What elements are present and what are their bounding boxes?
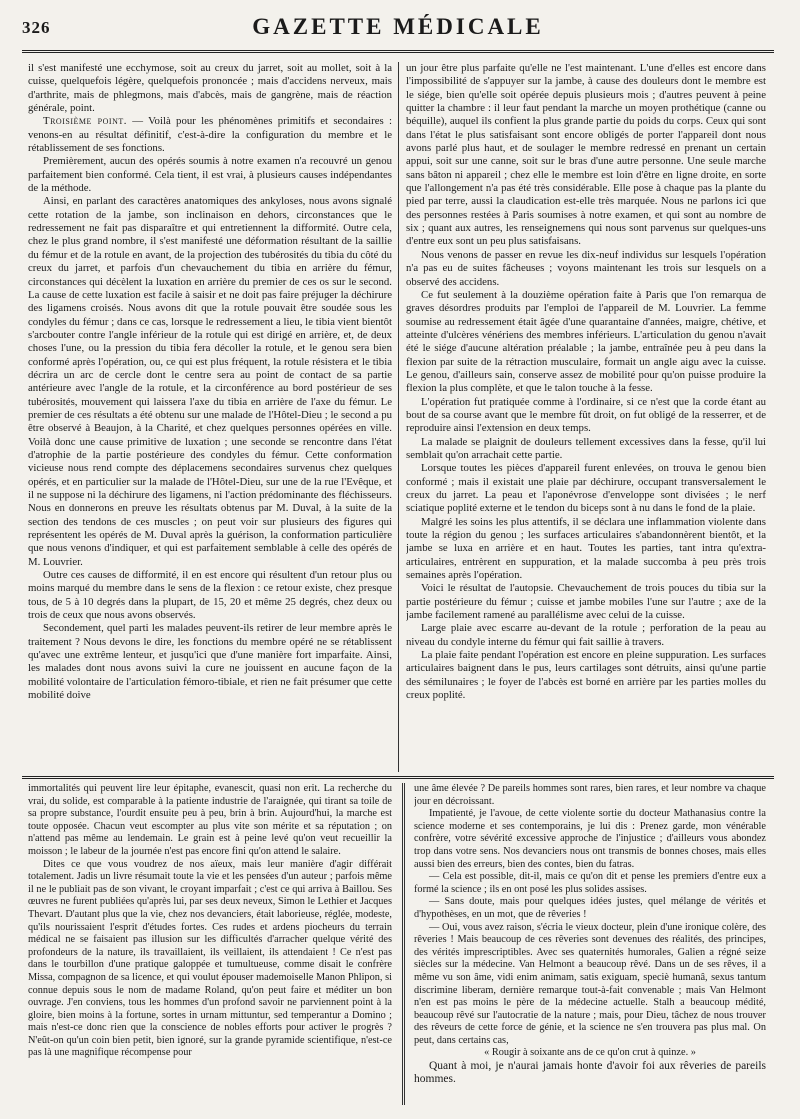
journal-title: GAZETTE MÉDICALE	[252, 14, 544, 39]
page-number: 326	[22, 18, 51, 37]
paragraph: Outre ces causes de difformité, il en est encore qui résultent d'un retour plus ou moins marqué du membre dans le sens de la flexion : ce retour existe, chez presque tous, de 5 à 10 degrés dans la plupart, de 15, 20 et même 25 degrés, chez deux ou trois de ceux que nous avons observés.	[28, 569, 392, 622]
paragraph: Nous venons de passer en revue les dix-neuf individus sur lesquels l'opération n'a pas eu de suites fâcheuses ; voyons maintenant les trois sur lesquels on a observé des accidens.	[406, 248, 766, 288]
paragraph: il s'est manifesté une ecchymose, soit au creux du jarret, soit au mollet, soit à la cuisse, quelquefois légère, quelquefois prononcée ; mais d'accidens nerveux, mais d'arthrite, mais de phlegmons, mais d'abcès, mais de gangrène, mais de réaction générale, point.	[28, 62, 392, 115]
paragraph: Voici le résultat de l'autopsie. Chevauchement de trois pouces du tibia sur la partie postérieure du fémur ; cuisse et jambe mobiles l'une sur l'autre ; axe de la jambe facilement ramené au parallélisme avec celui de la cuisse.	[406, 582, 766, 622]
verse-quote: « Rougir à soixante ans de ce qu'on crut à quinze. »	[484, 1047, 696, 1059]
paragraph: — Sans doute, mais pour quelques idées justes, quel mélange de vérités et d'hypothèses, en un mot, que de rêveries !	[414, 896, 766, 920]
paragraph: — Cela est possible, dit-il, mais ce qu'on dit et pense les premiers d'entre eux a formé la science ; ils en ont posé les plus solides assises.	[414, 871, 766, 895]
paragraph: Premièrement, aucun des opérés soumis à notre examen n'a recouvré un genou parfaitement bien conformé. Cela tient, il est vrai, à plusieurs causes indépendantes de la méthode.	[28, 155, 392, 195]
paragraph: Lorsque toutes les pièces d'appareil furent enlevées, on trouva le genou bien conformé ; mais il existait une plaie par déchirure, occupant transversalement le creux du jarret. La peau et l'aponévrose d'enveloppe sont divisées ; le nerf sciatique poplité externe et le tendon du biceps sont à nu dans le fond de la plaie.	[406, 462, 766, 515]
paragraph: Quant à moi, je n'aurai jamais honte d'avoir foi aux rêveries de pareils hommes.	[414, 1060, 766, 1085]
paragraph: Malgré les soins les plus attentifs, il se déclara une inflammation violente dans toute la région du genou ; les surfaces articulaires s'abandonnèrent bientôt, et la jambe se luxa en arrière et en haut. Toutes les parties, tant intra qu'extra-articulaires, entrèrent en suppuration, et la malade succomba à peu près trois semaines après l'opération.	[406, 515, 766, 582]
paragraph: La plaie faite pendant l'opération est encore en pleine suppuration. Les surfaces articulaires baignent dans le pus, leurs cartilages sont détruits, ainsi qu'une partie des sémilunaires ; le foyer de l'abcès est borné en arrière par les parties molles du creux poplité.	[406, 649, 766, 702]
paragraph: Secondement, quel parti les malades peuvent-ils retirer de leur membre après le traitement ? Nous devons le dire, les fonctions du membre opéré ne se rétablissent qu'avec une extrême lenteur, et jusqu'ici que d'une manière fort imparfaite. Ainsi, les malades dont nous avons suivi la cure ne jouissent en aucune façon de la mobilité volontaire de l'articulation fémoro-tibiale, et rien ne fait présumer que cette mobilité doive	[28, 622, 392, 702]
feuilleton-column-right	[414, 783, 766, 1103]
feuilleton-rule	[22, 776, 774, 779]
column-divider	[398, 62, 399, 772]
article-column-right	[406, 62, 766, 770]
paragraph: Dites ce que vous voudrez de nos aïeux, mais leur manière d'agir différait totalement. Jadis un livre résumait toute la vie et les pensées d'un auteur ; parfois même il ne le publiait pas de son vivant, le croyant imparfait ; c'est ce qui arriva à Baillou. Ses œuvres ne furent publiées qu'après lui, par ses deux neveux, Simon le Lethier et Jacques Thevart. D'autant plus que la vie, chez nos devanciers, était laborieuse, réglée, modeste, qu'ils nourissaient l'esprit d'études fortes. Ces rudes et ardens piocheurs du terrain médical ne se faisaient pas illusion sur les difficultés d'arracher quelque vérité des profondeurs de la nature, ils travaillaient, ils veillaient, ils attendaient ! Ce n'est pas dans le tourbillon d'une pratique galoppée et tumultueuse, comme disait le confrère Missa, compagnon de sa licence, et qui voulut épouser mademoiselle Manon Phlipon, si connue depuis sous le nom de madame Roland, qu'on peut faire et méditer un bon ouvrage. J'en conviens, tous les hommes d'un profond savoir ne parviennent point à la gloire, bien moins à la fortune, sortes in urnam mittuntur, sed temperantur a Domino ; mais n'est-ce donc rien que la conscience de nobles efforts pour activer le progrès ? N'eût-on qu'un coin bien petit, bien ignoré, sur la grande pyramide scientifique, n'est-ce pas là une magnifique récompense pour	[28, 858, 392, 1059]
paragraph: immortalités qui peuvent lire leur épitaphe, evanescit, quasi non erit. La recherche du vrai, du solide, est comparable à la patiente industrie de l'araignée, qui tirant sa toile de sa propre substance, l'ourdit ensuite peu à peu, brin à brin. Aujourd'hui, la marche est toute opposée. Chacun veut escompter au plus vite son mérite et sa réputation ; on n'attend pas même au lendemain. Le grain est à peine levé qu'on veut recueillir la moisson ; le labeur de la journée n'est pas encore fini qu'on attend le salaire.	[28, 783, 392, 857]
paragraph: La malade se plaignit de douleurs tellement excessives dans la fesse, qu'il lui semblait qu'on arrachait cette partie.	[406, 435, 766, 461]
running-header	[22, 8, 774, 48]
paragraph: Troisième point. — Voilà pour les phénomènes primitifs et secondaires : venons-en au résultat définitif, c'est-à-dire la configuration du membre et le rétablissement de ses fonctions.	[28, 115, 392, 155]
paragraph: Impatienté, je l'avoue, de cette violente sortie du docteur Mathanasius contre la science moderne et ses contemporains, je lui dis : Prenez garde, mon vénérable confrère, votre sévérité excessive approche de l'injustice ; d'ailleurs vous abondez trop dans votre sens. Nos devanciers nous ont transmis de bonnes choses, mais elles aussi bien des erreurs, bien des contes, bien du fatras.	[414, 808, 766, 870]
paragraph: — Oui, vous avez raison, s'écria le vieux docteur, plein d'une ironique colère, des rêveries ! Mais beaucoup de ces rêveries sont devenues des réalités, des principes, des vérités imprescriptibles. Avec ses quaternités humorales, Galien a régné seize siècles sur la médecine. Van Helmont a beaucoup rêvé. Dans un de ses rêves, il a même vu son âme, vidi enim animam, satis exiguam, speciè humanâ, sexus tantum discrimine liberam, dernière remarque tout-à-fait convenable ; mais Van Helmont n'en est pas moins le père de la médecine actuelle. Stalh a beaucoup médité, beaucoup rêvé sur l'autocratie de la nature ; mais, pour Dieu, tâchez de nous trouver des rêveurs de cette force de génie, et la science ne s'en trouvera pas plus mal. On peut, dans certains cas,	[414, 921, 766, 1046]
paragraph: Large plaie avec escarre au-devant de la rotule ; perforation de la peau au niveau du condyle interne du fémur qui fait saillie à travers.	[406, 622, 766, 648]
section-label: Troisième point.	[43, 115, 127, 128]
paragraph: un jour être plus parfaite qu'elle ne l'est maintenant. L'une d'elles est encore dans l'impossibilité de s'appuyer sur la jambe, à cause des douleurs dont le membre est le siége, bien qu'elle soit opérée depuis plusieurs mois ; d'autres peuvent à peine quitter la chambre : il leur faut pendant la marche un moyen prothétique (canne ou béquille), auquel ils confient la plus grande partie du poids du corps. Ceux qui sont dans l'état le plus satisfaisant sont encore obligés de porter l'appareil dont nous avons parlé plus haut, et de soulager le membre redressé en prenant un certain appui, soit sur une canne, soit sur le bras d'une autre personne. Une seule marche sans bâton ni appareil ; chez elle le membre est loin d'être en ligne droite, en sorte que l'allongement n'a pas été très considérable. Elle pose à chaque pas la plante du pied par terre, aussi la claudication est-elle très marquée. Nous ne parlons ici que des personnes restées à Paris soumises à notre examen, et qui sont au nombre de six ; quant aux autres, les renseignemens qui nous sont parvenus sur quelques-uns d'entre eux sont un peu plus satisfaisans.	[406, 62, 766, 248]
header-rule	[22, 50, 774, 53]
feuilleton-column-left	[28, 783, 392, 1103]
article-column-left	[28, 62, 392, 770]
paragraph: Ainsi, en parlant des caractères anatomiques des ankyloses, nous avons signalé cette rotation de la jambe, son inclinaison en dehors, circonstances que le redressement ne fait pas disparaître et qui entretiennent la difformité. Outre cela, chez le plus grand nombre, il s'est manifesté une déformation résultant de la saillie du fémur et de la rotule en avant, de la projection des tubérosités du tibia du côté du creux du jarret, et parfois d'un chevauchement du tibia en arrière du fémur, circonstances qui décèlent la luxation en arrière du premier de ces os sur le second. La cause de cette luxation est facile à saisir et ne doit pas faire préjuger la déchirure des ligamens croisés. Nous avons dit que la rotule pouvait être soudée sous les condyles du fémur ; dans ce cas, lorsque le redressement a lieu, le tibia vient bientôt s'arcbouter contre l'angle inférieur de la rotule qui est dirigé en arrière, et, de deux choses l'une, ou la pression du tibia fera décoller la rotule, et le genou sera bien conformé après l'opération, ou, ce qui est plus fréquent, la rotule résistera et le tibia décrira un arc de cercle dont le centre sera au point de contact de sa partie antérieure avec l'angle de la rotule, et la circonférence au bord postérieur de ses tubérosités, mouvement qui laissera l'axe du tibia en arrière de l'axe du fémur. Le premier de ces résultats a été obtenu sur une malade de l'Hôtel-Dieu ; le second a pu être observé à Beaujon, à la Charité, et chez quelques personnes opérées en ville. Voilà donc une cause primitive de luxation ; une seconde se rencontre dans l'état d'atrophie de la partie postérieure des condyles du fémur. Cette conformation vicieuse nous rend compte des déplacemens secondaires survenus chez quelques opérés, et en particulier sur la malade de l'Hôtel-Dieu, sur une de la rue l'Evêque, et il ne suppose ni la déchirure des ligamens, ni l'action prédominante des fléchisseurs. Nous en donnerons en preuve les résultats obtenus par M. Duval, à la suite de la section des tendons de ces muscles ; on peut voir sur plusieurs des figures qui représentent les opérés de M. Duval après la guérison, la conformation particulière que nous venons d'indiquer, et qui est parfaitement semblable à celle des opérés de M. Louvrier.	[28, 195, 392, 568]
feuilleton-divider	[402, 783, 405, 1105]
paragraph: une âme élevée ? De pareils hommes sont rares, bien rares, et leur nombre va chaque jour en décroissant.	[414, 783, 766, 807]
paragraph: Ce fut seulement à la douzième opération faite à Paris que l'on remarqua de graves désordres produits par l'emploi de l'appareil de M. Louvrier. La femme soumise au redressement était âgée d'une quarantaine d'années, maigre, chétive, et atteinte d'ulcères vénériens des membres inférieurs. L'articulation du genou n'avait été le siége d'aucune altération préalable ; la jambe, entraînée peu à peu dans la flexion par suite de la rétraction musculaire, formait un angle aigu avec la cuisse. Le genou, d'ailleurs sain, conserve assez de mobilité pour qu'on puisse produire la flexion la plus complète, et que le talon touche à la fesse.	[406, 288, 766, 395]
paragraph: L'opération fut pratiquée comme à l'ordinaire, si ce n'est que la corde étant au bout de sa course avant que le membre fût droit, on fut obligé de la resserrer, et de reproduire ainsi l'extension en deux temps.	[406, 395, 766, 435]
